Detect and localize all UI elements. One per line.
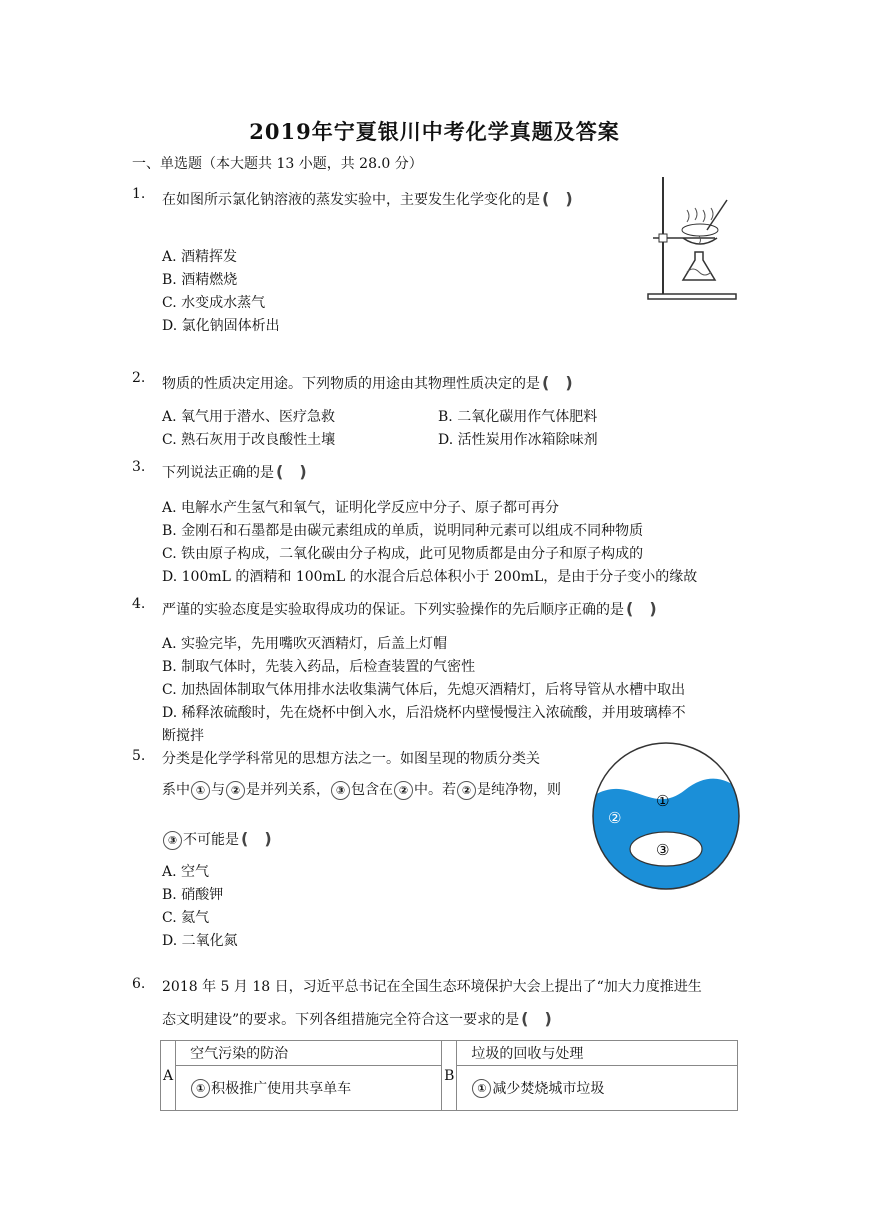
- q3-option-a: A. 电解水产生氢气和氧气，证明化学反应中分子、原子都可再分: [162, 500, 560, 516]
- q6-options-table: [160, 1040, 738, 1111]
- q1-option-d: D. 氯化钠固体析出: [162, 318, 280, 334]
- q2-option-a: A. 氧气用于潜水、医疗急救: [162, 409, 336, 425]
- q5-number: 5.: [132, 748, 146, 764]
- option-a-label: A: [161, 1041, 176, 1111]
- q6-line1: 2018 年 5 月 18 日，习近平总书记在全国生态环境保护大会上提出了“加大力度推进生: [162, 979, 702, 995]
- option-b-label: B: [442, 1041, 457, 1111]
- q5-text: 与: [211, 782, 225, 798]
- answer-paren: ( ): [241, 829, 272, 848]
- q5-option-d: D. 二氧化氮: [162, 933, 238, 949]
- option-b-item-text: 减少焚烧城市垃圾: [492, 1080, 605, 1097]
- option-b-item: [457, 1066, 738, 1111]
- q1-text: 在如图所示氯化钠溶液的蒸发实验中，主要发生化学变化的是: [162, 192, 540, 208]
- q5-line3: [162, 826, 272, 850]
- circled-2: ②: [226, 781, 245, 800]
- q5-text: 系中: [162, 782, 190, 798]
- classification-venn-figure: [590, 740, 742, 892]
- q2-number: 2.: [132, 370, 146, 386]
- answer-paren: ( ): [542, 373, 573, 392]
- q4-option-b: B. 制取气体时，先装入药品，后检查装置的气密性: [162, 659, 476, 675]
- venn-label-2: ②: [608, 809, 622, 827]
- answer-paren: ( ): [542, 189, 573, 208]
- q4-text: 严谨的实验态度是实验取得成功的保证。下列实验操作的先后顺序正确的是: [162, 602, 624, 618]
- q2-text: 物质的性质决定用途。下列物质的用途由其物理性质决定的是: [162, 376, 540, 392]
- option-a-item-text: 积极推广使用共享单车: [211, 1080, 352, 1097]
- option-a-item: [176, 1066, 442, 1111]
- q6-number: 6.: [132, 976, 146, 992]
- q5-text: 是并列关系，: [246, 782, 330, 798]
- q4-stem: [162, 596, 657, 619]
- answer-paren: ( ): [521, 1009, 552, 1028]
- q3-number: 3.: [132, 459, 146, 475]
- q5-text: 包含在: [351, 782, 393, 798]
- q1-option-a: A. 酒精挥发: [162, 249, 238, 265]
- q4-option-c: C. 加热固体制取气体用排水法收集满气体后，先熄灭酒精灯，后将导管从水槽中取出: [162, 682, 686, 698]
- q5-text: 不可能是: [183, 832, 239, 848]
- q5-text: 中。若: [414, 782, 456, 798]
- q3-text: 下列说法正确的是: [162, 465, 274, 481]
- q6-text: 态文明建设”的要求。下列各组措施完全符合这一要求的是: [162, 1012, 520, 1028]
- q1-number: 1.: [132, 186, 146, 202]
- circled-2: ②: [394, 781, 413, 800]
- circled-2: ②: [457, 781, 476, 800]
- answer-paren: ( ): [276, 462, 307, 481]
- option-a-header: 空气污染的防治: [176, 1041, 442, 1066]
- q1-option-c: C. 水变成水蒸气: [162, 295, 266, 311]
- q2-stem: [162, 370, 573, 393]
- circled-3: ③: [331, 781, 350, 800]
- q3-stem: [162, 459, 307, 482]
- q5-text: 是纯净物，则: [477, 782, 561, 798]
- circled-1: ①: [191, 781, 210, 800]
- q1-stem: [162, 186, 573, 209]
- q5-line2: [162, 779, 561, 800]
- q5-option-b: B. 硝酸钾: [162, 887, 224, 903]
- q4-number: 4.: [132, 596, 146, 612]
- q4-option-d-cont: 断搅拌: [162, 728, 204, 744]
- q3-option-c: C. 铁由原子构成，二氧化碳由分子构成，此可见物质都是由分子和原子构成的: [162, 546, 644, 562]
- page-title: 2019年宁夏银川中考化学真题及答案: [249, 119, 620, 144]
- q2-option-d: D. 活性炭用作冰箱除味剂: [438, 432, 598, 448]
- circled-1: ①: [191, 1079, 210, 1098]
- q2-option-c: C. 熟石灰用于改良酸性土壤: [162, 432, 336, 448]
- q2-option-b: B. 二氧化碳用作气体肥料: [438, 409, 598, 425]
- q1-option-b: B. 酒精燃烧: [162, 272, 238, 288]
- venn-label-3: ③: [656, 841, 670, 859]
- circled-1: ①: [472, 1079, 491, 1098]
- q4-option-d: D. 稀释浓硫酸时，先在烧杯中倒入水，后沿烧杯内壁慢慢注入浓硫酸，并用玻璃棒不: [162, 705, 686, 721]
- q5-option-a: A. 空气: [162, 864, 210, 880]
- q3-option-b: B. 金刚石和石墨都是由碳元素组成的单质，说明同种元素可以组成不同种物质: [162, 523, 644, 539]
- q4-option-a: A. 实验完毕，先用嘴吹灭酒精灯，后盖上灯帽: [162, 636, 448, 652]
- option-b-header: 垃圾的回收与处理: [457, 1041, 738, 1066]
- q6-line2: [162, 1006, 552, 1029]
- section-heading: 一、单选题（本大题共 13 小题，共 28.0 分）: [132, 156, 423, 172]
- circled-3: ③: [163, 831, 182, 850]
- q3-option-d: D. 100mL 的酒精和 100mL 的水混合后总体积小于 200mL，是由于分子变小的缘故: [162, 569, 698, 585]
- evaporation-apparatus-figure: [645, 172, 740, 302]
- answer-paren: ( ): [626, 599, 657, 618]
- venn-label-1: ①: [656, 792, 670, 810]
- q5-line1: 分类是化学学科常见的思想方法之一。如图呈现的物质分类关: [162, 751, 540, 767]
- q5-option-c: C. 氦气: [162, 910, 210, 926]
